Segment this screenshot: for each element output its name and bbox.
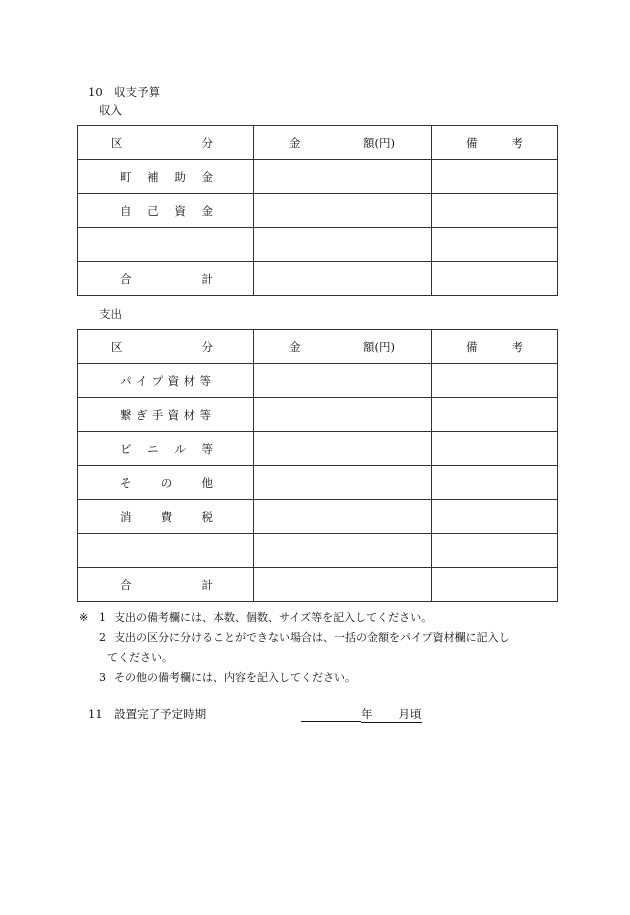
category-char: 費 [160,509,173,524]
category-char: パ [120,373,132,388]
amount-cell[interactable] [254,466,432,500]
amount-cell[interactable] [254,262,432,296]
total-char: 計 [201,577,213,592]
total-row [78,568,558,602]
total-label-cell [78,262,254,296]
header-kubun-char: 区 [111,135,123,150]
total-char: 合 [120,271,132,286]
header-kingaku-char: 金 [289,339,301,354]
category-char: そ [120,475,132,490]
table-row [78,364,558,398]
table-row [78,534,558,568]
amount-cell[interactable] [254,398,432,432]
category-char: 補 [147,169,159,184]
header-kubun-char: 区 [111,339,123,354]
note-number: 3 [99,671,106,684]
header-kingaku-cell [254,126,432,160]
year-blank[interactable] [301,707,361,722]
category-char: 等 [201,441,213,456]
header-kubun-char: 分 [201,135,213,150]
category-char: ニ [147,441,159,456]
category-char: 他 [201,475,213,490]
category-char: 自 [120,203,132,218]
table-row [78,432,558,466]
header-biko-char: 考 [511,339,523,354]
note-text: その他の備考欄には、内容を記入してください。 [114,671,356,684]
table-row [78,398,558,432]
amount-cell[interactable] [254,364,432,398]
header-kubun-cell [78,330,254,364]
header-kubun-cell [78,126,254,160]
category-cell [78,432,254,466]
note-item [79,628,510,648]
category-char: 税 [201,509,213,524]
total-char: 計 [201,271,213,286]
category-cell [78,364,254,398]
category-char: 資 [174,203,186,218]
category-char: 等 [199,373,211,388]
amount-cell[interactable] [254,160,432,194]
section-10-title: 10 収支予算 [88,85,161,99]
category-char: 金 [201,169,213,184]
total-row [78,262,558,296]
category-char: の [160,475,173,490]
table-header-row [78,330,558,364]
remarks-cell[interactable] [432,500,558,534]
income-label: 収入 [99,103,122,117]
category-char: イ [135,373,148,388]
category-cell [78,194,254,228]
remarks-cell[interactable] [432,262,558,296]
category-char: 材 [183,373,196,388]
table-row [78,228,558,262]
category-char: 金 [201,203,213,218]
remarks-cell[interactable] [432,160,558,194]
total-label-cell [78,568,254,602]
year-label: 年 [361,706,399,723]
category-cell-blank[interactable] [78,228,254,262]
income-table [77,125,558,296]
amount-cell[interactable] [254,534,432,568]
total-char: 合 [120,577,132,592]
category-char: 町 [120,169,132,184]
header-biko-char: 考 [511,135,523,150]
header-biko-char: 備 [466,135,478,150]
remarks-cell[interactable] [432,534,558,568]
remarks-cell[interactable] [432,228,558,262]
category-char: 材 [183,407,196,422]
header-kubun-char: 分 [201,339,213,354]
category-char: ル [174,441,186,456]
note-text: 支出の備考欄には、本数、個数、サイズ等を記入してください。 [114,611,433,624]
table-row [78,194,558,228]
month-label: 月頃 [398,707,422,721]
header-kingaku-cell [254,330,432,364]
header-biko-char: 備 [466,339,478,354]
category-char: ビ [120,441,132,456]
amount-cell[interactable] [254,228,432,262]
category-char: 助 [174,169,186,184]
note-mark: ※ [79,611,89,624]
table-row [78,500,558,534]
remarks-cell[interactable] [432,432,558,466]
note-text: 支出の区分に分けることができない場合は、一括の金額をパイプ資材欄に記入し [114,631,510,644]
expense-label: 支出 [99,307,122,321]
table-header-row [78,126,558,160]
category-char: 繋 [120,407,132,422]
note-number: 2 [99,631,106,644]
table-row [78,466,558,500]
amount-cell[interactable] [254,194,432,228]
remarks-cell[interactable] [432,364,558,398]
category-cell-blank[interactable] [78,534,254,568]
category-char: 己 [147,203,159,218]
amount-cell[interactable] [254,568,432,602]
note-text: てください。 [107,651,173,664]
expense-table [77,329,558,602]
category-cell [78,398,254,432]
category-cell [78,160,254,194]
category-char: 資 [167,407,180,422]
header-biko-cell [432,330,558,364]
remarks-cell[interactable] [432,568,558,602]
remarks-cell[interactable] [432,398,558,432]
category-char: プ [151,373,164,388]
category-char: 消 [120,509,132,524]
header-kingaku-char: 金 [289,135,301,150]
header-kingaku-char: 額(円) [363,339,395,354]
header-kingaku-char: 額(円) [363,135,395,150]
table-row [78,160,558,194]
remarks-cell[interactable] [432,194,558,228]
amount-cell[interactable] [254,432,432,466]
section-11-title: 11 設置完了予定時期 [88,707,207,721]
header-biko-cell [432,126,558,160]
category-char: ぎ [135,407,148,422]
category-char: 資 [167,373,180,388]
notes-block [79,608,510,688]
note-item [79,608,510,628]
category-char: 手 [151,407,164,422]
remarks-cell[interactable] [432,466,558,500]
note-number: 1 [99,611,106,624]
category-char: 等 [199,407,211,422]
note-item [79,668,510,688]
category-cell [78,500,254,534]
completion-date-field[interactable] [301,706,422,723]
amount-cell[interactable] [254,500,432,534]
note-item-continuation [79,648,510,668]
category-cell [78,466,254,500]
